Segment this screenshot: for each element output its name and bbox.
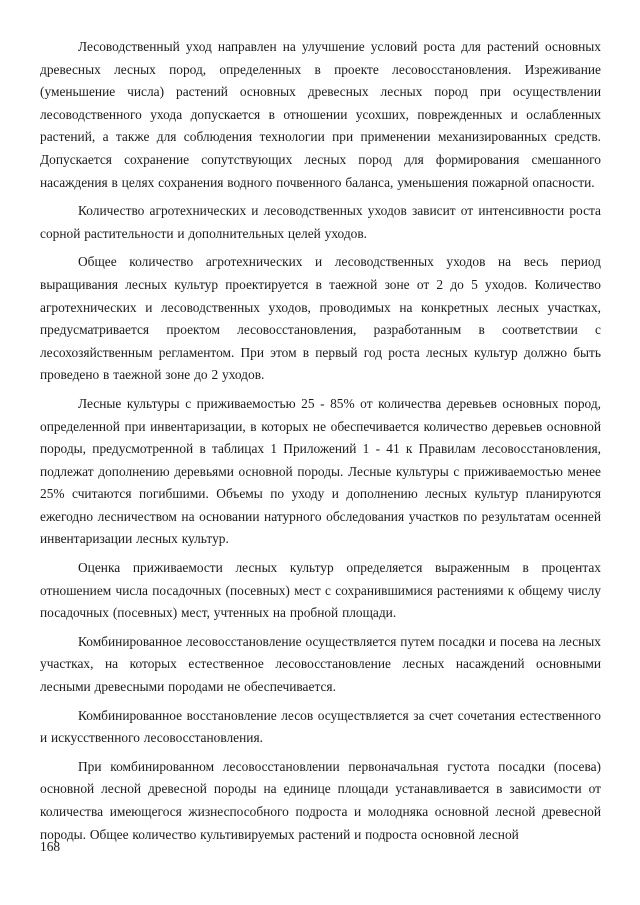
document-page — [40, 36, 601, 852]
page-number: 168 — [40, 839, 61, 854]
paragraph-total-care: Общее количество агротехнических и лесоводственных уходов на весь период выращивания лесных культур проектируется в таежной зоне от 2 до 5 уходов. Количество агротехнических и лесоводственных уходов, проводимых на конкретных лесных участках, предусматривается проектом лесовосстановления, разработанным в соответствии с лесохозяйственным регламентом. При этом в первый год роста лесных культур должно быть проведено в таежной зоне до 2 уходов. — [40, 254, 601, 383]
paragraph-silvicultural-care: Лесоводственный уход направлен на улучшение условий роста для растений основных древесных лесных пород, определенных в проекте лесовосстановления. Изреживание (уменьшение числа) растений основных древесных лесных пород при осуществлении лесоводственного ухода допускается в отношении усохших, поврежденных и ослабленных растений, а также для соблюдения технологии при применении механизированных средств. Допускается сохранение сопутствующих лесных пород для формирования смешанного насаждения в целях сохранения водного почвенного баланса, уменьшения пожарной опасности. — [40, 39, 601, 190]
paragraph-combined-restoration: Комбинированное восстановление лесов осуществляется за счет сочетания естественного и искусственного лесовосстановления. — [40, 707, 601, 746]
paragraph-care-count: Количество агротехнических и лесоводственных уходов зависит от интенсивности роста сорной растительности и дополнительных целей уходов. — [40, 203, 601, 241]
paragraph-survival-rate: Лесные культуры с приживаемостью 25 - 85% от количества деревьев основных пород, определенной при инвентаризации, в которых не обеспечивается количество деревьев основной породы, предусмотренной в таблицах 1 Приложений 1 - 41 к Правилам лесовосстановления, подлежат дополнению деревьями основной породы. Лесные культуры с приживаемостью менее 25% считаются погибшими. Объемы по уходу и дополнению лесных культур планируются ежегодно лесничеством на основании натурного обследования участков по результатам осенней инвентаризации лесных культур. — [40, 395, 601, 547]
paragraph-combined-reforestation: Комбинированное лесовосстановление осуществляется путем посадки и посева на лесных участках, на которых естественное лесовосстановление лесных насаждений основными лесными древесными породами не обеспечивается. — [40, 633, 601, 695]
paragraph-survival-assessment: Оценка приживаемости лесных культур определяется выраженным в процентах отношением числа посадочных (посевных) мест с сохранившимися растениями к общему числу посадочных (посевных) мест, учтенных на пробной площади. — [40, 560, 601, 621]
paragraph-initial-density: При комбинированном лесовосстановлении первоначальная густота посадки (посева) основной лесной древесной породы на единице площади устанавливается в зависимости от количества имеющегося жизнеспособного подроста и молодняка основной лесной древесной породы. Общее количество культивируемых растений и подроста основной лесной — [40, 758, 601, 842]
